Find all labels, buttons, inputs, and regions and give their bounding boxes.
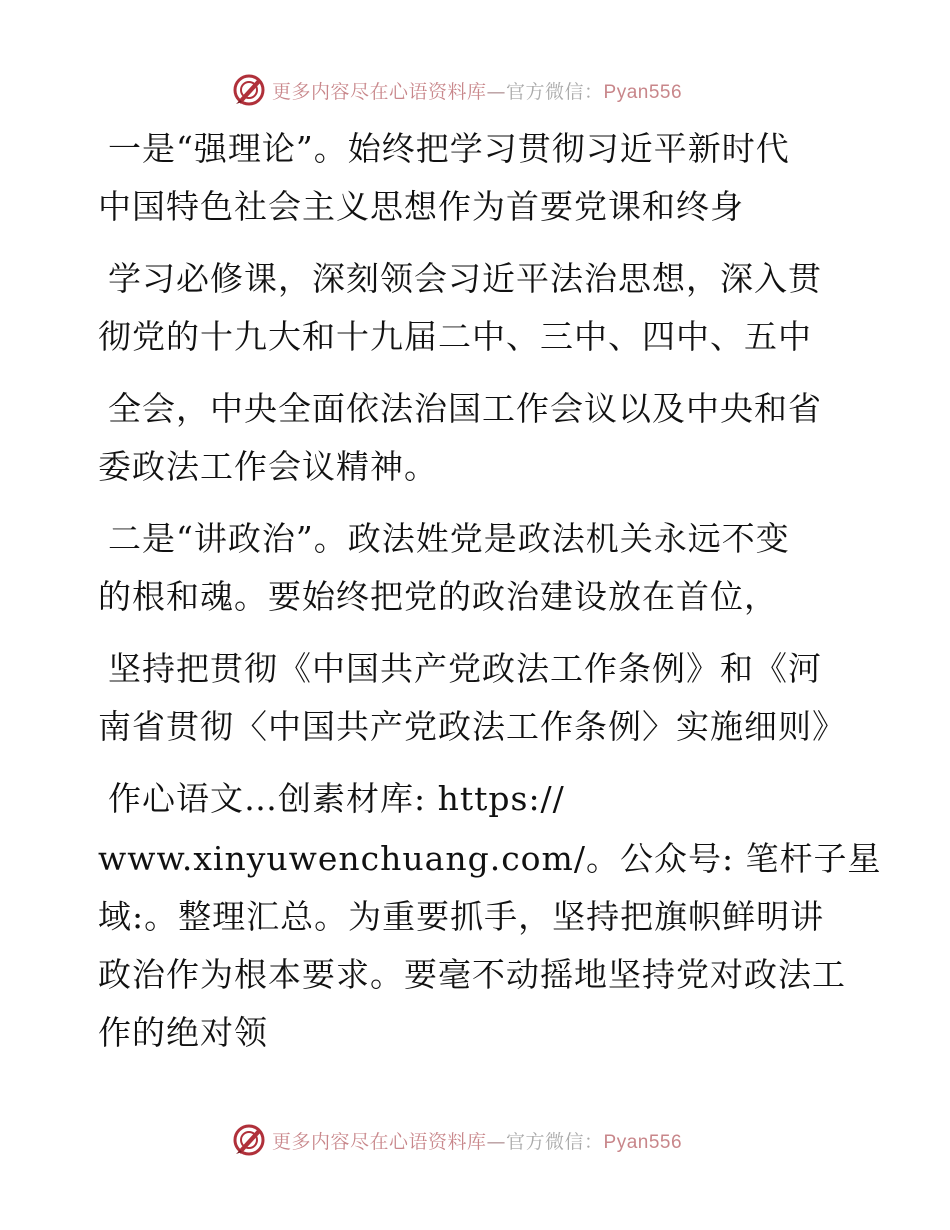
- document-body: [98, 120, 882, 1062]
- body-line-6: 委政法工作会议精神。: [98, 447, 438, 486]
- body-line-14: 政治作为根本要求。要毫不动摇地坚持党对政法工: [98, 955, 846, 994]
- body-line-5: 全会，中央全面依法治国工作会议以及中央和省: [108, 389, 822, 428]
- header-watermark-banner: [232, 70, 752, 110]
- body-line-9: 坚持把贯彻《中国共产党政法工作条例》和《河: [108, 649, 822, 688]
- body-line-15: 作的绝对领: [98, 1013, 268, 1052]
- header-banner-main: 更多内容尽在心语资料库: [272, 80, 487, 103]
- header-watermark-text: [272, 77, 682, 104]
- footer-banner-dash: —: [486, 1130, 507, 1153]
- footer-watermark-text: [272, 1127, 682, 1154]
- footer-watermark-banner: [232, 1120, 752, 1160]
- header-banner-wechat-id: Pyan556: [603, 81, 683, 103]
- body-line-11: 作心语文…创素材库: https://: [108, 779, 565, 818]
- body-line-1: 一是“强理论”。始终把学习贯彻习近平新时代: [108, 129, 790, 168]
- body-line-13: 域:。整理汇总。为重要抓手，坚持把旗帜鲜明讲: [98, 897, 825, 936]
- footer-banner-main: 更多内容尽在心语资料库: [272, 1130, 487, 1153]
- body-line-3: 学习必修课，深刻领会习近平法治思想，深入贯: [108, 259, 822, 298]
- body-line-10: 南省贯彻〈中国共产党政法工作条例〉实施细则》: [98, 707, 846, 746]
- footer-banner-wechat-label: 官方微信：: [506, 1130, 604, 1153]
- body-line-12: www.xinyuwenchuang.com/。公众号: 笔杆子星: [98, 839, 882, 878]
- body-line-8: 的根和魂。要始终把党的政治建设放在首位，: [98, 577, 778, 616]
- body-line-4: 彻党的十九大和十九届二中、三中、四中、五中: [98, 317, 812, 356]
- header-banner-dash: —: [486, 80, 507, 103]
- pen-logo-icon: [232, 1123, 266, 1157]
- body-line-2: 中国特色社会主义思想作为首要党课和终身: [98, 187, 744, 226]
- footer-banner-wechat-id: Pyan556: [603, 1131, 683, 1153]
- body-line-7: 二是“讲政治”。政法姓党是政法机关永远不变: [108, 519, 790, 558]
- pen-logo-icon: [232, 73, 266, 107]
- header-banner-wechat-label: 官方微信：: [506, 80, 604, 103]
